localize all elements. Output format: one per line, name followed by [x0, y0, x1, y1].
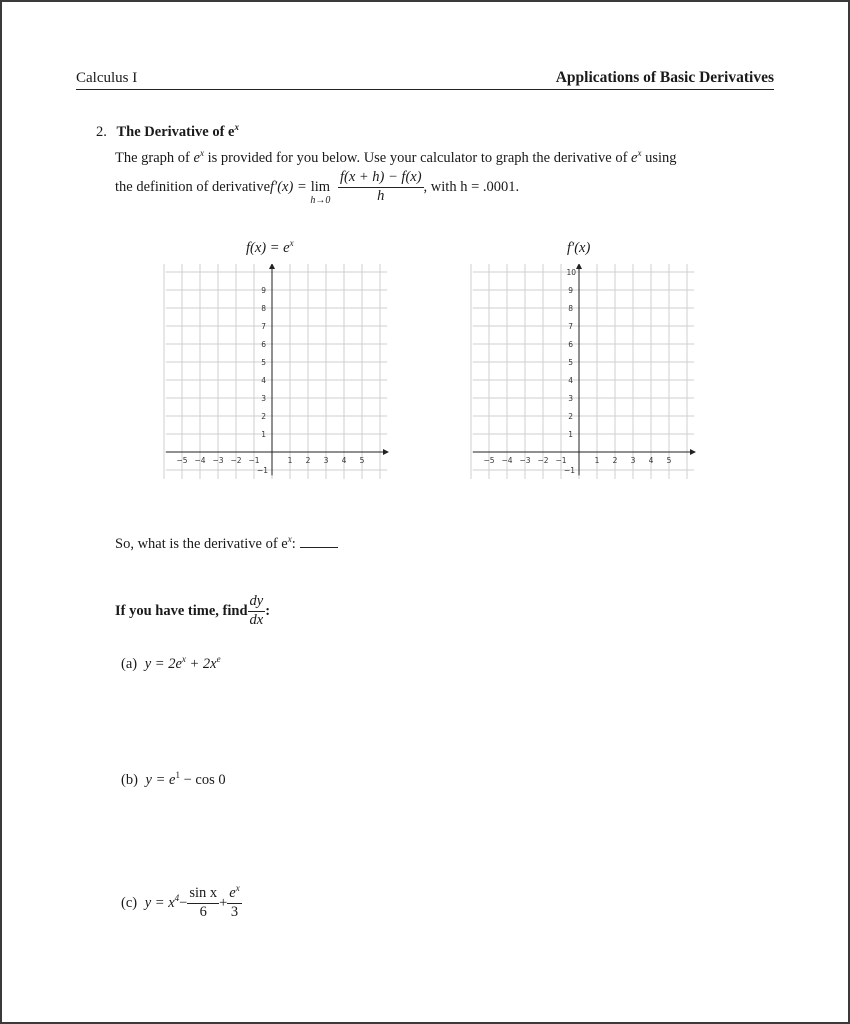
x-tick-label: −3 — [519, 456, 531, 465]
y-tick-label: 9 — [568, 286, 573, 295]
y-tick-label: −1 — [256, 466, 268, 475]
worksheet-page — [2, 2, 848, 1022]
y-tick-label: 2 — [568, 412, 573, 421]
sin-fraction: $\frac{\text{sin x}}{6}$ — [189, 885, 218, 920]
y-tick-label: 9 — [261, 286, 266, 295]
problem-intro: The graph of $e^x$ is provided for you below. Use your calculator to graph the derivative of $e^x$ using — [115, 148, 677, 166]
x-tick-label: −1 — [248, 456, 260, 465]
y-tick-label: 10 — [566, 268, 576, 277]
x-tick-label: −5 — [483, 456, 495, 465]
problem-number: 2. — [96, 124, 107, 140]
item-b: (b) $y = e^1 - \cos 0$ — [121, 770, 226, 788]
x-tick-label: 4 — [648, 456, 654, 465]
problem-heading — [96, 124, 239, 141]
graph-fprime-title: f′(x) — [567, 240, 591, 256]
x-tick-label: 5 — [666, 456, 672, 465]
limit-operator: lim h→0 — [310, 179, 331, 206]
dy-dx-fraction: $\frac{dy}{dx}$ — [249, 593, 264, 628]
y-tick-label: 4 — [261, 376, 266, 385]
x-tick-label: −2 — [537, 456, 549, 465]
x-tick-label: −5 — [176, 456, 188, 465]
y-tick-label: 3 — [568, 394, 573, 403]
x-tick-label: −4 — [501, 456, 513, 465]
graph-f-title: $f(x) = e^x$ — [246, 238, 294, 256]
y-tick-label: 7 — [261, 322, 266, 331]
graph-fprime — [469, 264, 701, 496]
y-tick-label: 1 — [261, 430, 266, 439]
y-tick-label: 5 — [261, 358, 266, 367]
header-rule — [76, 89, 774, 90]
header-course: Calculus I — [76, 70, 138, 86]
item-a: (a) $y = 2e^x + 2x^e$ — [121, 654, 221, 672]
x-tick-label: 3 — [630, 456, 636, 465]
x-axis-arrow — [690, 449, 696, 455]
extra-heading: If you have time, find $\frac{dy}{dx}$ : — [115, 593, 271, 628]
y-tick-label: 8 — [261, 304, 266, 313]
derivative-question: So, what is the derivative of $e^x$: — [115, 536, 338, 553]
item-c: (c) $y = x^4-$ $\frac{\text{sin x}}{6}$ + $\frac{e^x}{3}$ — [121, 883, 240, 920]
answer-blank[interactable] — [300, 547, 338, 548]
x-tick-label: −1 — [555, 456, 567, 465]
header-topic: Applications of Basic Derivatives — [555, 69, 774, 86]
problem-title: The Derivative of $e^x$ — [116, 122, 239, 140]
y-tick-label: 8 — [568, 304, 573, 313]
x-tick-label: −4 — [194, 456, 206, 465]
y-tick-label: 2 — [261, 412, 266, 421]
y-tick-label: 5 — [568, 358, 573, 367]
y-tick-label: 3 — [261, 394, 266, 403]
y-axis-arrow — [576, 264, 582, 269]
x-tick-label: 4 — [341, 456, 347, 465]
x-tick-label: 2 — [305, 456, 311, 465]
problem-definition: the definition of derivativef′(x) = lim h→0 $\frac{f(x + h) - f(x)}{h}$ , with h = .0001. — [115, 169, 520, 206]
y-tick-label: 4 — [568, 376, 573, 385]
y-tick-label: 6 — [568, 340, 573, 349]
graph-f — [162, 264, 394, 496]
x-tick-label: 2 — [612, 456, 618, 465]
y-tick-label: −1 — [563, 466, 575, 475]
exp-fraction: $\frac{e^x}{3}$ — [229, 883, 240, 920]
x-tick-label: 1 — [594, 456, 600, 465]
x-tick-label: 3 — [323, 456, 329, 465]
y-axis-arrow — [269, 264, 275, 269]
difference-quotient: $\frac{f(x + h) - f(x)}{h}$ — [339, 169, 422, 205]
y-tick-label: 6 — [261, 340, 266, 349]
y-tick-label: 1 — [568, 430, 573, 439]
x-tick-label: −2 — [230, 456, 242, 465]
y-tick-label: 7 — [568, 322, 573, 331]
x-axis-arrow — [383, 449, 389, 455]
x-tick-label: 5 — [359, 456, 365, 465]
x-tick-label: 1 — [287, 456, 293, 465]
x-tick-label: −3 — [212, 456, 224, 465]
